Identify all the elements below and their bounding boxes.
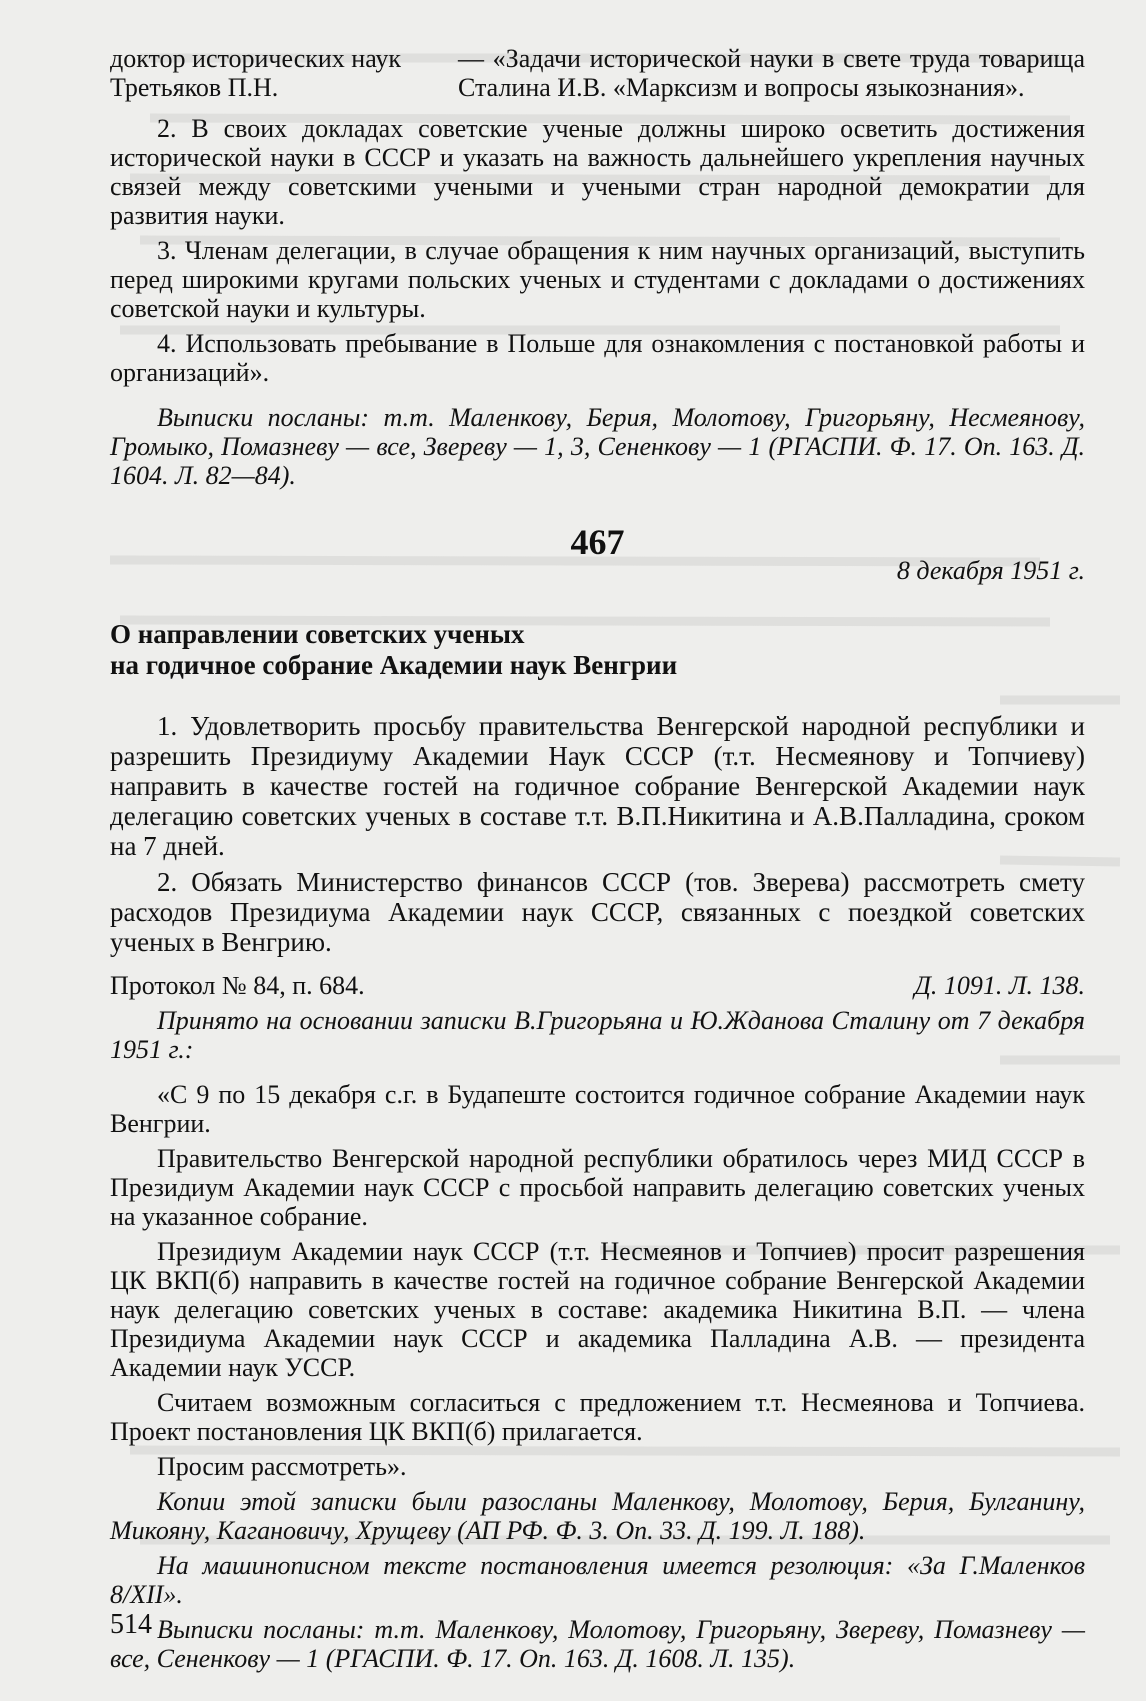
paragraph: 2. В своих докладах советские ученые должны широко осветить достижения исторической науки в СССР и указать на важность дальнейшего укрепления научных связей между советскими учеными и учеными стран народной демократии для развития науки.	[110, 114, 1085, 230]
memo-paragraph: «С 9 по 15 декабря с.г. в Будапеште состоится годичное собрание Академии наук Венгрии.	[110, 1080, 1085, 1138]
document-title	[110, 619, 1085, 681]
memo-paragraph: Правительство Венгерской народной республики обратилось через МИД СССР в Президиум Академии наук СССР с просьбой направить делегацию советских ученых на указанное собрание.	[110, 1144, 1085, 1231]
resolution-note: На машинописном тексте постановления имеется резолюция: «За Г.Маленков 8/XII».	[110, 1551, 1085, 1609]
document-number: 467	[570, 522, 625, 562]
report-topic: — «Задачи исторической науки в свете труда товарища Сталина И.В. «Марксизм и вопросы языкознания».	[458, 44, 1085, 102]
title-line: О направлении советских ученых	[110, 619, 525, 649]
document-date: 8 декабря 1951 г.	[896, 556, 1085, 585]
paragraph: 1. Удовлетворить просьбу правительства Венгерской народной республики и разрешить Президиуму Академии Наук СССР (т.т. Несмеянову и Топчиеву) направить в качестве гостей на годичное собрание Венгерской Академии наук делегацию советских ученых в составе т.т. В.П.Никитина и А.В.Палладина, сроком на 7 дней.	[110, 711, 1085, 861]
speaker-row	[110, 44, 1085, 102]
distribution-note: Выписки посланы: т.т. Маленкову, Берия, Молотову, Григорьяну, Несмеянову, Громыко, Помазневу — все, Звереву — 1, 3, Сененкову — 1 (РГАСПИ. Ф. 17. Оп. 163. Д. 1604. Л. 82—84).	[110, 403, 1085, 490]
protocol-line	[110, 971, 1085, 1000]
page-number: 514	[110, 1609, 152, 1640]
memo-paragraph: Просим рассмотреть».	[157, 1452, 407, 1481]
distribution-note: Выписки посланы: т.т. Маленкову, Молотову, Григорьяну, Звереву, Помазневу — все, Сененкову — 1 (РГАСПИ. Ф. 17. Оп. 163. Д. 1608. Л. 135).	[110, 1615, 1085, 1673]
paragraph: 4. Использовать пребывание в Польше для ознакомления с постановкой работы и организаций».	[110, 329, 1085, 387]
basis-note: Принято на основании записки В.Григорьяна и Ю.Жданова Сталину от 7 декабря 1951 г.:	[110, 1006, 1085, 1064]
memo-paragraph: Президиум Академии наук СССР (т.т. Несмеянов и Топчиев) просит разрешения ЦК ВКП(б) направить в качестве гостей на годичное собрание Венгерской Академии наук делегацию советских ученых в составе: академика Никитина В.П. — члена Президиума Академии наук СССР и академика Палладина А.В. — президента Академии наук УССР.	[110, 1237, 1085, 1382]
speaker-name: доктор исторических наук Третьяков П.Н.	[110, 44, 402, 102]
page-content	[110, 44, 1085, 1673]
title-line: на годичное собрание Академии наук Венгрии	[110, 650, 678, 680]
paragraph: 3. Членам делегации, в случае обращения к ним научных организаций, выступить перед широкими кругами польских ученых и студентами с докладами о достижениях советской науки и культуры.	[110, 236, 1085, 323]
memo-paragraph: Считаем возможным согласиться с предложением т.т. Несмеянова и Топчиева. Проект постановления ЦК ВКП(б) прилагается.	[110, 1388, 1085, 1446]
paragraph: 2. Обязать Министерство финансов СССР (тов. Зверева) рассмотреть смету расходов Президиума Академии наук СССР, связанных с поездкой советских ученых в Венгрию.	[110, 867, 1085, 957]
copies-note: Копии этой записки были разосланы Маленкову, Молотову, Берия, Булганину, Микояну, Кагановичу, Хрущеву (АП РФ. Ф. 3. Оп. 33. Д. 199. Л. 188).	[110, 1487, 1085, 1545]
archive-reference: Д. 1091. Л. 138.	[914, 971, 1085, 1000]
protocol-number: Протокол № 84, п. 684.	[110, 971, 365, 1000]
